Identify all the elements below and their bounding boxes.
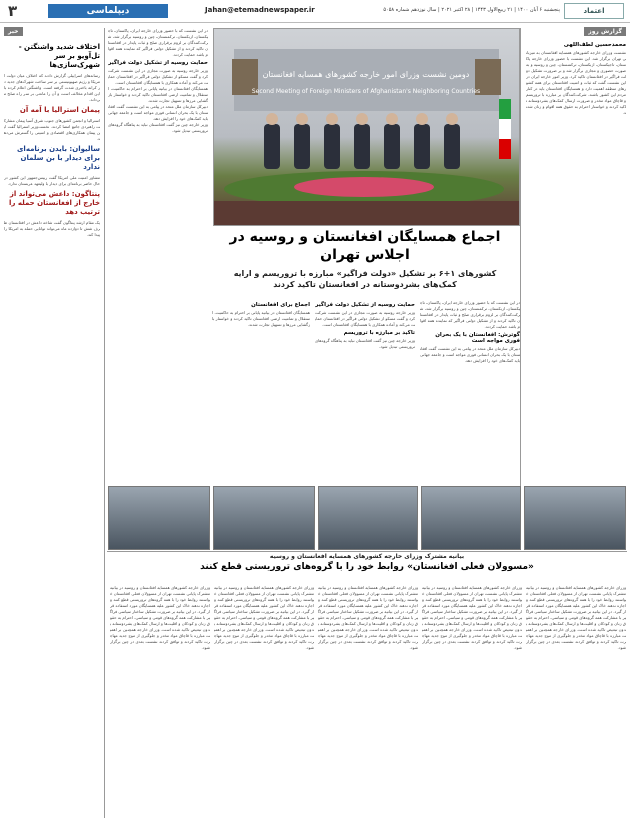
news-column: [4, 40, 100, 818]
story-text: وزیر خارجه چین نیز گفت افغانستان نباید به پناهگاه گروه‌های تروریستی تبدیل شود.: [315, 338, 415, 349]
story-text: همسایگان افغانستان در بیانیه پایانی بر احترام به حاکمیت، استقلال و تمامیت ارضی افغانستان تاکید کردند و خواستار بازگشایی مرزها و تسهیل تجارت شدند.: [212, 310, 310, 327]
author-name: محمدحسین لطف‌اللهی: [563, 42, 626, 48]
news-headline: سالیوان: بایدن برنامه‌ای برای دیدار با بن سلمان ندارد: [17, 145, 100, 171]
news-tag: خبر: [4, 27, 23, 36]
flag: [499, 119, 511, 139]
story-text: وزرای خارجه کشورهای همسایه افغانستان و روسیه در بیانیه مشترک پایانی نشست تهران از مسوولان فعلی افغانستان خواستند روابط خود را با همه گروه‌های تروریستی قطع کنند و اجازه ندهند خاک این کشور علیه همسایگان مورد استفاده قرار گیرد. در این بیانیه بر ضرورت تشکیل ساختار سیاسی فراگیر با مشارکت همه گروه‌های قومی و سیاسی، احترام به حقوق زنان و کودکان و اقلیت‌ها و ارسال کمک‌های بشردوستانه بدون تبعیض تاکید شده است. وزرای خارجه همچنین بر اهمیت مبارزه با قاچاق مواد مخدر و جلوگیری از موج جدید مهاجرت تاکید کردند و توافق کردند نشست بعدی در چین برگزار شود.: [110, 585, 210, 650]
story-text: وزرای خارجه کشورهای همسایه افغانستان و روسیه در بیانیه مشترک پایانی نشست تهران از مسوولان فعلی افغانستان خواستند روابط خود را با همه گروه‌های تروریستی قطع کنند و اجازه ندهند خاک این کشور علیه همسایگان مورد استفاده قرار گیرد. در این بیانیه بر ضرورت تشکیل ساختار سیاسی فراگیر با مشارکت همه گروه‌های قومی و سیاسی، احترام به حقوق زنان و کودکان و اقلیت‌ها و ارسال کمک‌های بشردوستانه بدون تبعیض تاکید شده است. وزرای خارجه همچنین بر اهمیت مبارزه با قاچاق مواد مخدر و جلوگیری از موج جدید مهاجرت تاکید کردند و توافق کردند نشست بعدی در چین برگزار شود.: [214, 585, 314, 650]
meeting-photo-svg: [214, 29, 519, 225]
dateline: پنجشنبه ۶ آبان ۱۴۰۰ | ۲۱ ربیع‌الاول ۱۴۴۳ | ۲۸ اکتبر ۲۰۲۱ | سال نوزدهم شماره ۵۰۵۸: [383, 7, 560, 13]
story-text: وزیر خارجه چین نیز گفت افغانستان نباید به پناهگاه گروه‌های تروریستی تبدیل شود.: [108, 122, 208, 133]
main-headline: اجماع همسایگان افغانستان و روسیه در اجلاس تهران: [229, 229, 501, 263]
news-text: رسانه‌های اسراییلی گزارش دادند که اختلاف میان دولت امریکا و رژیم صهیونیستی بر سر ساخت شهرک‌های جدید در کرانه باختری شدت گرفته است. واشنگتن اعلام کرده با این اقدام مخالف است و آن را مانعی بر سر راه صلح می‌داند.: [4, 73, 100, 102]
main-story-column-3: [212, 300, 310, 480]
newspaper-logo: اعتماد: [564, 3, 624, 19]
story-text: وزیر خارجه روسیه به صورت مجازی در این نشست شرکت کرد و گفت مسکو از تشکیل دولتی فراگیر در افغانستان حمایت می‌کند و آماده همکاری با همسایگان افغانستان است.: [108, 68, 208, 85]
bottom-column-5: [110, 585, 210, 815]
news-text: مشاور امنیت ملی امریکا گفت رییس‌جمهور این کشور در حال حاضر برنامه‌ای برای دیدار با ولیعهد عربستان ندارد.: [4, 175, 100, 186]
bottom-column-2: [422, 585, 522, 815]
photo-thumbnail: [524, 486, 626, 550]
main-story-column-2: [315, 300, 415, 480]
continuation-column: [108, 28, 208, 478]
page-number: ۳: [8, 2, 18, 20]
site-email[interactable]: Jahan@etemadnewspaper.ir: [205, 6, 315, 14]
news-text: استرالیا و انجمن کشورهای جنوب شرق آسیا پیمان مشارکت راهبردی جامع امضا کردند. نخست‌وزیر استرالیا گفت این پیمان همکاری‌های اقتصادی و امنیتی را گسترش می‌دهد.: [4, 118, 100, 141]
story-text: وزرای خارجه کشورهای همسایه افغانستان و روسیه در بیانیه مشترک پایانی نشست تهران از مسوولان فعلی افغانستان خواستند روابط خود را با همه گروه‌های تروریستی قطع کنند و اجازه ندهند خاک این کشور علیه همسایگان مورد استفاده قرار گیرد. در این بیانیه بر ضرورت تشکیل ساختار سیاسی فراگیر با مشارکت همه گروه‌های قومی و سیاسی، احترام به حقوق زنان و کودکان و اقلیت‌ها و ارسال کمک‌های بشردوستانه بدون تبعیض تاکید شده است. وزرای خارجه همچنین بر اهمیت مبارزه با قاچاق مواد مخدر و جلوگیری از موج جدید مهاجرت تاکید کردند و توافق کردند نشست بعدی در چین برگزار شود.: [318, 585, 418, 650]
story-subhead: حمایت روسیه از تشکیل دولت فراگیر: [108, 60, 208, 66]
bottom-column-1: [526, 585, 626, 815]
news-headline: اختلاف شدید واشنگتن - تل‌آویو بر سر شهرک‌سازی‌ها: [18, 43, 100, 69]
flag: [499, 139, 511, 159]
ministers-group: [264, 113, 460, 169]
story-text: در این نشست که با حضور وزرای خارجه ایران، پاکستان، تاجیکستان، ازبکستان، ترکمنستان، چین و روسیه برگزار شد، شرکت‌کنندگان بر لزوم برقراری صلح و ثبات پایدار در افغانستان تاکید کردند و از تشکیل دولتی فراگیر که نماینده همه اقوام باشد حمایت کردند.: [420, 300, 520, 329]
story-text: دبیرکل سازمان ملل متحد در پیامی به این نشست گفت افغانستان با یک بحران انسانی فوری مواجه است و جامعه جهانی باید کمک‌های خود را افزایش دهد.: [108, 104, 208, 121]
banner-fa: دومین نشست وزرای امور خارجه کشورهای همسایه افغانستان: [262, 70, 470, 79]
section-badge: دیپلماسی: [48, 4, 168, 18]
bottom-story-header: [107, 553, 627, 581]
story-text: وزرای خارجه کشورهای همسایه افغانستان و روسیه در بیانیه مشترک پایانی نشست تهران از مسوولان فعلی افغانستان خواستند روابط خود را با همه گروه‌های تروریستی قطع کنند و اجازه ندهند خاک این کشور علیه همسایگان مورد استفاده قرار گیرد. در این بیانیه بر ضرورت تشکیل ساختار سیاسی فراگیر با مشارکت همه گروه‌های قومی و سیاسی، احترام به حقوق زنان و کودکان و اقلیت‌ها و ارسال کمک‌های بشردوستانه بدون تبعیض تاکید شده است. وزرای خارجه همچنین بر اهمیت مبارزه با قاچاق مواد مخدر و جلوگیری از موج جدید مهاجرت تاکید کردند و توافق کردند نشست بعدی در چین برگزار شود.: [422, 585, 522, 650]
news-text: یک مقام ارشد پنتاگون گفت شاخه داعش در افغانستان ظرف شش تا دوازده ماه می‌تواند توانایی حمله به امریکا را پیدا کند.: [4, 220, 100, 237]
news-headline: پنتاگون: داعش می‌تواند از خارج از افغانستان حمله را ترتیب دهد: [9, 190, 100, 216]
flower-arrangement: [294, 177, 434, 197]
story-text: دبیرکل سازمان ملل متحد در پیامی به این نشست گفت افغانستان با یک بحران انسانی فوری مواجه است و جامعه جهانی باید کمک‌های خود را افزایش دهد.: [420, 346, 520, 363]
banner-en: Second Meeting of Foreign Ministers of Afghanistan's Neighboring Countries: [251, 88, 481, 95]
story-text: در این نشست که با حضور وزرای خارجه ایران، پاکستان، تاجیکستان، ازبکستان، ترکمنستان، چین و روسیه برگزار شد، شرکت‌کنندگان بر لزوم برقراری صلح و ثبات پایدار در افغانستان تاکید کردند و از تشکیل دولتی فراگیر که نماینده همه اقوام باشد حمایت کردند.: [108, 28, 208, 57]
table: [214, 201, 519, 225]
column-divider: [520, 28, 521, 548]
main-story-column-1: [420, 300, 520, 480]
meeting-photo: [213, 28, 520, 226]
story-subhead: اجماع برای افغانستان: [251, 302, 310, 308]
right-column-body: نشست وزرای خارجه کشورهای همسایه افغانستان به میزبانی تهران برگزار شد. این نشست با حضور وزرای خارجه پاکستان، تاجیکستان، ازبکستان، ترکمنستان، چین و روسیه و به صورت حضوری و مجازی برگزار شد و بر ضرورت تشکیل دولت فراگیر در افغانستان تاکید کرد. وزیر امور خارجه ایران در این نشست گفت که ثبات و امنیت افغانستان برای همه کشورهای منطقه اهمیت دارد و همسایگان افغانستان باید در کنار مردم این کشور باشند. شرکت‌کنندگان بر مبارزه با تروریسم و قاچاق مواد مخدر و ضرورت ارسال کمک‌های بشردوستانه تاکید کردند و خواستار احترام به حقوق همه اقوام و زنان شدند.: [526, 50, 626, 115]
news-headline: پیمان استرالیا با آمه آن: [19, 106, 100, 114]
story-subhead: حمایت روسیه از تشکیل دولت فراگیر: [315, 302, 415, 308]
story-subhead: تاکید بر مبارزه با تروریسم: [343, 330, 415, 336]
bottom-column-3: [318, 585, 418, 815]
right-column: [526, 40, 626, 480]
photo-thumbnail: [318, 486, 418, 550]
page-header: [0, 0, 630, 23]
column-divider: [104, 28, 105, 818]
report-tag: گزارش روز: [584, 27, 626, 36]
story-text: همسایگان افغانستان در بیانیه پایانی بر احترام به حاکمیت، استقلال و تمامیت ارضی افغانستان تاکید کردند و خواستار بازگشایی مرزها و تسهیل تجارت شدند.: [108, 86, 208, 103]
main-subheadline: کشورهای ۱+۶ بر تشکیل «دولت فراگیر» مبارزه با تروریسم و ارایه کمک‌های بشردوستانه در افغانستان تاکید کردند: [233, 269, 497, 289]
divider: [107, 551, 627, 552]
bottom-kicker: بیانیه مشترک وزرای خارجه کشورهای همسایه افغانستان و روسیه: [269, 553, 465, 560]
photo-thumbnail: [213, 486, 315, 550]
bottom-column-4: [214, 585, 314, 815]
bottom-headline: «مسوولان فعلی افغانستان» روابط خود را با گروه‌های تروریستی قطع کنند: [200, 562, 534, 572]
story-text: وزرای خارجه کشورهای همسایه افغانستان و روسیه در بیانیه مشترک پایانی نشست تهران از مسوولان فعلی افغانستان خواستند روابط خود را با همه گروه‌های تروریستی قطع کنند و اجازه ندهند خاک این کشور علیه همسایگان مورد استفاده قرار گیرد. در این بیانیه بر ضرورت تشکیل ساختار سیاسی فراگیر با مشارکت همه گروه‌های قومی و سیاسی، احترام به حقوق زنان و کودکان و اقلیت‌ها و ارسال کمک‌های بشردوستانه بدون تبعیض تاکید شده است. وزرای خارجه همچنین بر اهمیت مبارزه با قاچاق مواد مخدر و جلوگیری از موج جدید مهاجرت تاکید کردند و توافق کردند نشست بعدی در چین برگزار شود.: [526, 585, 626, 650]
story-subhead: گوترش: افغانستان با یک بحران فوری مواجه است: [435, 332, 520, 344]
photo-thumbnail: [108, 486, 210, 550]
story-text: وزیر خارجه روسیه به صورت مجازی در این نشست شرکت کرد و گفت مسکو از تشکیل دولتی فراگیر در افغانستان حمایت می‌کند و آماده همکاری با همسایگان افغانستان است.: [315, 310, 415, 327]
photo-thumbnail: [421, 486, 521, 550]
